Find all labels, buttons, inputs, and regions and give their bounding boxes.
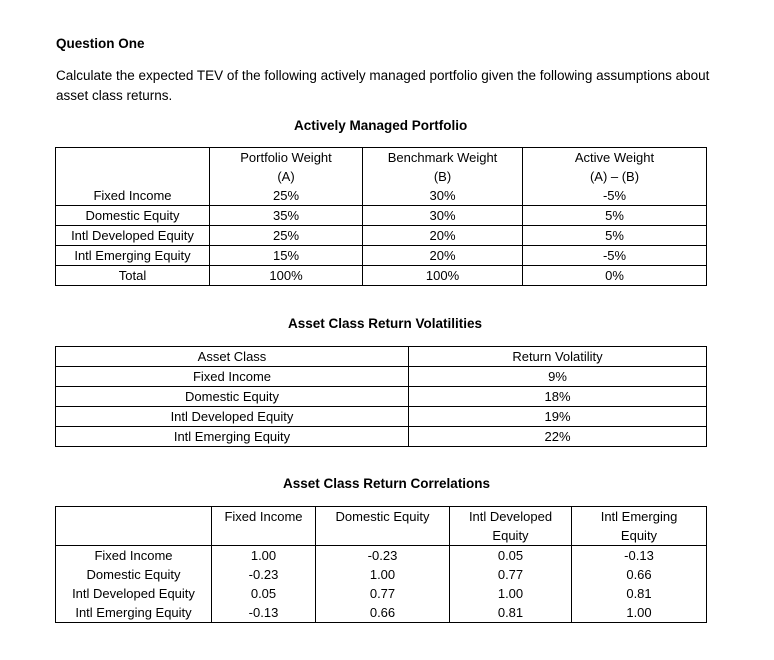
table-cell: 15% [210, 246, 363, 266]
portfolio-table [55, 147, 707, 286]
table-cell: 1.00 [626, 605, 652, 620]
table-cell: -5% [523, 186, 707, 206]
table-cell: 9% [409, 367, 707, 387]
table-row [56, 565, 707, 584]
portfolio-weight-header: Portfolio Weight (A) [210, 148, 363, 187]
correlation-table-header-row [56, 507, 707, 546]
question-title: Question One [56, 36, 145, 51]
row-label: Intl Emerging Equity [56, 427, 409, 447]
table-row [56, 546, 707, 566]
table-cell: 0.81 [626, 586, 652, 601]
intl-emerging-header: Intl Emerging Equity [572, 507, 707, 546]
table-cell: 30% [363, 206, 523, 226]
table-cell: 25% [210, 226, 363, 246]
table-cell: -0.13 [212, 603, 316, 623]
table-row [56, 266, 707, 286]
intl-developed-header: Intl Developed Equity [450, 507, 572, 546]
table-cell: 22% [544, 429, 571, 444]
table-row [56, 427, 707, 447]
row-label: Intl Developed Equity [56, 226, 210, 246]
correlation-table [55, 506, 707, 623]
table-row [56, 367, 707, 387]
row-label: Domestic Equity [56, 387, 409, 407]
volatility-table-header-row [56, 347, 707, 367]
return-volatility-header: Return Volatility [409, 347, 707, 367]
portfolio-table-header-row [56, 148, 707, 187]
table-row [56, 206, 707, 226]
table-row [56, 584, 707, 603]
volatility-table-caption: Asset Class Return Volatilities [288, 316, 483, 331]
table-cell: 5% [523, 226, 707, 246]
volatility-table [55, 346, 707, 447]
table-row [56, 387, 707, 407]
table-cell: 35% [210, 206, 363, 226]
question-prompt: Calculate the expected TEV of the following actively managed portfolio given the following assumptions about asset class returns. [56, 68, 710, 103]
table-cell: 5% [523, 206, 707, 226]
fixed-income-header: Fixed Income [212, 507, 316, 546]
row-label: Intl Emerging Equity [56, 603, 212, 623]
table-cell: 1.00 [316, 565, 450, 584]
table-cell: 100% [210, 266, 363, 286]
row-label: Intl Developed Equity [56, 584, 212, 603]
table-row [56, 407, 707, 427]
table-cell: 20% [363, 226, 523, 246]
table-row [56, 226, 707, 246]
row-label: Fixed Income [56, 546, 212, 566]
row-label: Intl Developed Equity [56, 407, 409, 427]
table-cell: 1.00 [450, 584, 572, 603]
row-label: Intl Emerging Equity [56, 246, 210, 266]
table-cell: 0.66 [626, 567, 652, 582]
table-row [56, 246, 707, 266]
table-cell: -0.23 [316, 546, 450, 566]
table-cell: 0.05 [212, 584, 316, 603]
table-cell: 30% [363, 186, 523, 206]
table-cell: 0.77 [450, 565, 572, 584]
benchmark-weight-header: Benchmark Weight (B) [363, 148, 523, 187]
table-cell: 0.05 [450, 546, 572, 566]
row-label: Domestic Equity [56, 565, 212, 584]
row-label: Total [56, 266, 210, 286]
table-cell: -0.23 [212, 565, 316, 584]
table-cell: 25% [210, 186, 363, 206]
row-label: Domestic Equity [56, 206, 210, 226]
table-cell: -5% [523, 246, 707, 266]
table-row [56, 603, 707, 623]
table-cell: 0.81 [450, 603, 572, 623]
table-cell: 0.77 [316, 584, 450, 603]
table-cell: 1.00 [212, 546, 316, 566]
table-cell: 20% [363, 246, 523, 266]
row-label: Fixed Income [56, 367, 409, 387]
table-cell: 100% [363, 266, 523, 286]
table-row [56, 186, 707, 206]
table-cell: -0.13 [624, 548, 654, 563]
portfolio-table-caption: Actively Managed Portfolio [294, 118, 468, 133]
active-weight-header: Active Weight (A) – (B) [574, 150, 655, 184]
row-label: Fixed Income [56, 186, 210, 206]
table-cell: 0% [605, 268, 624, 283]
table-cell: 18% [409, 387, 707, 407]
table-cell: 19% [409, 407, 707, 427]
correlation-table-caption: Asset Class Return Correlations [283, 476, 491, 491]
asset-class-header: Asset Class [56, 347, 409, 367]
table-cell: 0.66 [316, 603, 450, 623]
domestic-equity-header: Domestic Equity [316, 507, 450, 546]
